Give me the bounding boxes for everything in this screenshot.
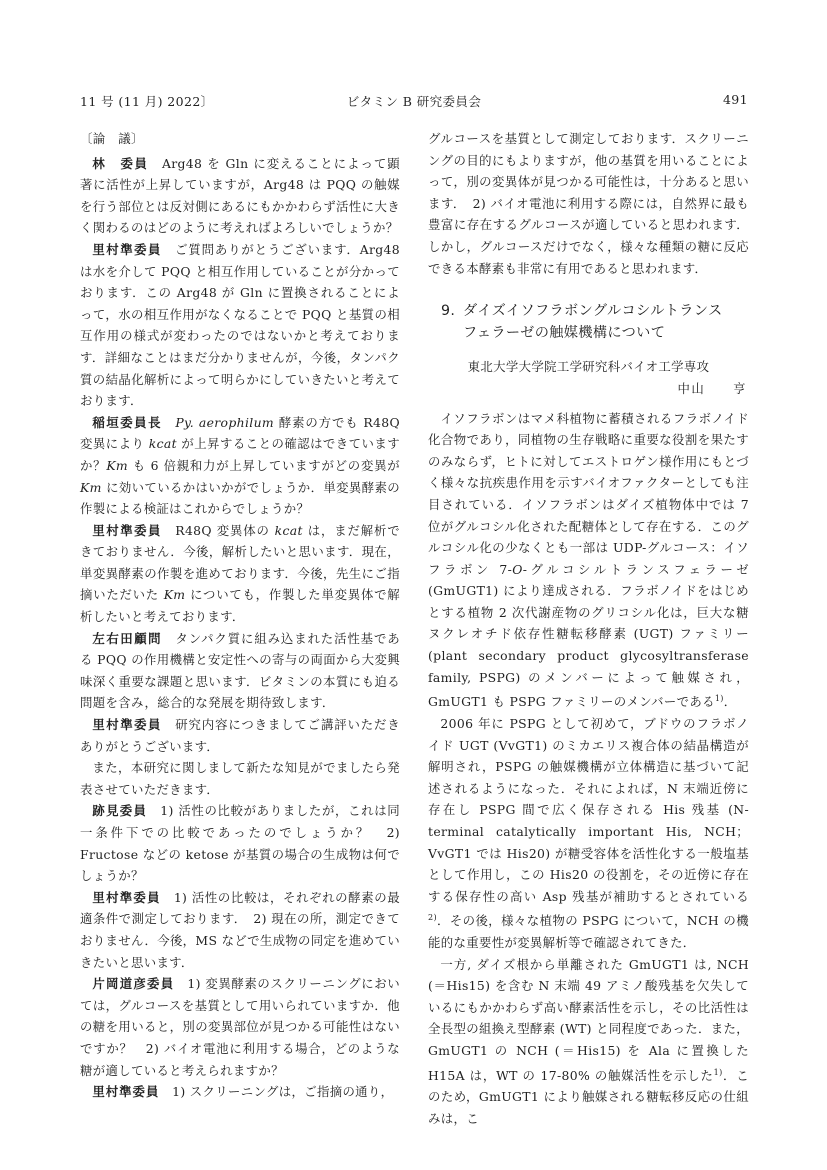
left-column [80,128,400,1103]
paragraph-text: ．その後，様々な植物の PSPG について，NCH の機能的な重要性が変異解析等で確認されてきた． [428,913,749,951]
discussion-entry [80,239,400,412]
issue-label: 11 号 (11 月) 2022〕 [80,94,214,109]
km-term: Km [80,479,102,495]
italic-o: O [512,561,523,577]
section-number: 9. [441,303,456,320]
section-title-line2: フェラーゼの触媒機構について [463,324,666,341]
paragraph-text: -グルコシルトランスフェラーゼ (GmUGT1) により達成される．フラボノイドをはじめとする植物 2 次代謝産物のグリコシル化は，巨大な糖ヌクレオチド依存性糖転移酵素 (UGT) ファミリー (plant secondary product glycosyltransferase family, PSPG) のメンバーによって触媒され，GmUGT1 も PSPG ファミリーのメンバーである [428,561,749,710]
speaker-name: 里村準委員 [92,522,162,538]
discussion-continuation: グルコースを基質として測定しております．スクリーニングの目的にもよりますが，他の基質を用いることによって，別の変異体が見つかる可能性は，十分あると思います． 2) バイオ電池に利用する際には，自然界に最も豊富に存在するグルコースが適していると思われます．しかし，グルコースだけでなく，様々な種類の糖に反応できる本酵素も非常に有用であると思われます． [428,131,749,276]
author-affiliation: 東北大学大学院工学研究科バイオ工学専攻 [467,359,710,375]
entry-text: また，本研究に関しまして新たな知見がでましたら発表させていただきます． [80,760,400,797]
right-column [428,128,749,1130]
body-paragraph [428,954,749,1130]
speaker-name: 里村準委員 [92,717,162,733]
entry-text: 1) 活性の比較は，それぞれの酵素の最適条件で測定しております． 2) 現在の所，測定できておりません．今後，MS などで生成物の同定を進めていきたいと思います． [80,889,400,970]
speaker-name: 里村準委員 [92,1084,160,1100]
page-number: 491 [722,92,748,107]
entry-text: 1) スクリーニングは，ご指摘の通り， [172,1084,394,1100]
speaker-name: 里村準委員 [92,241,162,257]
speaker-name: 左右田顧問 [92,630,163,646]
species-name: Py. aerophilum [175,414,275,430]
reference-marker: 2) [428,913,437,923]
reference-marker: 1) [713,1067,723,1077]
body-paragraph [428,713,749,954]
paragraph-text: ． [723,694,737,710]
kcat-term: kcat [274,522,303,538]
discussion-entry [80,973,400,1081]
entry-text: が上昇することの確認はできていますか？ [80,436,401,473]
speaker-name: 跡見委員 [92,803,148,819]
entry-text: に効いているかはいかがでしょうか．単変異酵素の作製による検証はこれからでしょうか？ [80,479,400,517]
discussion-entry [80,800,400,886]
discussion-entry [80,628,400,714]
speaker-name: 林 委員 [92,155,149,171]
discussion-heading: 〔論 議〕 [80,131,144,146]
section-title-line1: ダイズイソフラボングルコシルトランス [463,303,723,320]
entry-text: 研究内容につきましてご講評いただきありがとうございます． [80,717,401,754]
discussion-entry [80,714,400,757]
running-header [80,92,748,112]
discussion-entry [80,153,400,239]
entry-text: R48Q 変異体の [175,522,270,538]
discussion-entry [80,757,400,800]
entry-text: タンパク質に組み込まれた活性基である PQQ の作用機構と安定性への寄与の両面から大変興味深く重要な課題と思います．ビタミンの本質にも迫る問題を含み，総合的な発展を期待致します． [80,630,400,711]
paragraph-text: ．このため，GmUGT1 により触媒される糖転移反応の仕組みは，こ [428,1067,750,1126]
reference-marker: 1) [714,694,724,704]
author-name: 中山 亨 [677,380,747,396]
entry-text: 酵素の方でも R48Q 変異により [80,414,400,452]
entry-text: Arg48 を Gln に変えることによって顕著に活性が上昇していますが，Arg48 は PQQ の触媒を行う部位とは反対側にあるにもかかわらず活性に大きく関わるのはどのように考えればよろしいでしょうか？ [80,155,401,236]
journal-title: ビタミン B 研究委員会 [346,94,482,109]
entry-text: についても，作製した単変異体で解析したいと考えております． [80,587,401,625]
body-paragraph [428,408,749,713]
entry-text: は，まだ解析できておりません．今後，解析したいと思います．現在，単変異酵素の作製を進めております．今後，先生にご指摘いただいた [80,522,401,603]
discussion-entry [80,887,400,973]
entry-text: 1) 変異酵素のスクリーニングにおいては，グルコースを基質として用いられていますか．他の糖を用いると，別の変異部位が見つかる可能性はないですか？ 2) バイオ電池に利用する場合，どのような糖が適していると考えられますか？ [80,976,400,1078]
entry-text: も 6 倍親和力が上昇していますがどの変異が [132,457,401,473]
speaker-name: 里村準委員 [92,889,161,905]
discussion-entry [80,1081,400,1103]
discussion-entry [80,520,400,628]
entry-text: ご質問ありがとうございます．Arg48 は水を介して PQQ と相互作用していることが分かっております．この Arg48 が Gln に置換されることによって，水の相互作用がなくなることで PQQ と基質の相互作用の様式が変わったのではないかと考えております．詳細なことはまだ分かりませんが，今後，タンパク質の結晶化解析によって明らかにしていきたいと考えております． [80,241,401,409]
speaker-name: 片岡道彦委員 [92,976,175,992]
paragraph-text: 一方, ダイズ根から単離された GmUGT1 は, NCH (＝His15) を含む N 末端 49 アミノ酸残基を欠失しているにもかかわらず高い酵素活性を示し，その比活性は全長型の組換え型酵素 (WT) と同程度であった．また，GmUGT1 の NCH (＝His15) を Ala に置換した H15A は，WT の 17-80% の触媒活性を示した [428,956,749,1083]
section-heading [428,301,749,344]
speaker-name: 稲垣委員長 [92,414,163,430]
kcat-term: kcat [148,436,177,452]
paragraph-text: イソフラボンはマメ科植物に蓄積されるフラボノイド化合物であり，同植物の生存戦略に重要な役割を果たすのみならず，ヒトに対してエストロゲン様作用にもとづく様々な抗疾患作用を示すバイオファクターとしても注目されている．イソフラボンはダイズ植物体中では 7 位がグルコシル化された配糖体として存在する．このグルコシル化の少なくとも一部は UDP-グルコース：イソフラボン 7- [428,410,749,577]
discussion-entry [80,412,400,520]
km-term: Km [163,587,186,603]
paragraph-text: 2006 年に PSPG として初めて，ブドウのフラボノイド UGT (VvGT1) のミカエリス複合体の結晶構造が解明され，PSPG の触媒機構が立体構造に基づいて記述されるようになった．それによれば，N 末端近傍に存在し PSPG 間で広く保存される His 残基 (N-terminal catalytically important His, NCH；VvGT1 では His20) が糖受容体を活性化する一般塩基として作用し，この His20 の役割を，その近傍に存在する保存性の高い Asp 残基が補助するとされている [428,715,749,904]
entry-text: 1) 活性の比較がありましたが，これは同一条件下での比較であったのでしょうか？ 2) Fructose などの ketose が基質の場合の生成物は何でしょうか？ [80,803,401,884]
km-term: Km [106,457,129,473]
